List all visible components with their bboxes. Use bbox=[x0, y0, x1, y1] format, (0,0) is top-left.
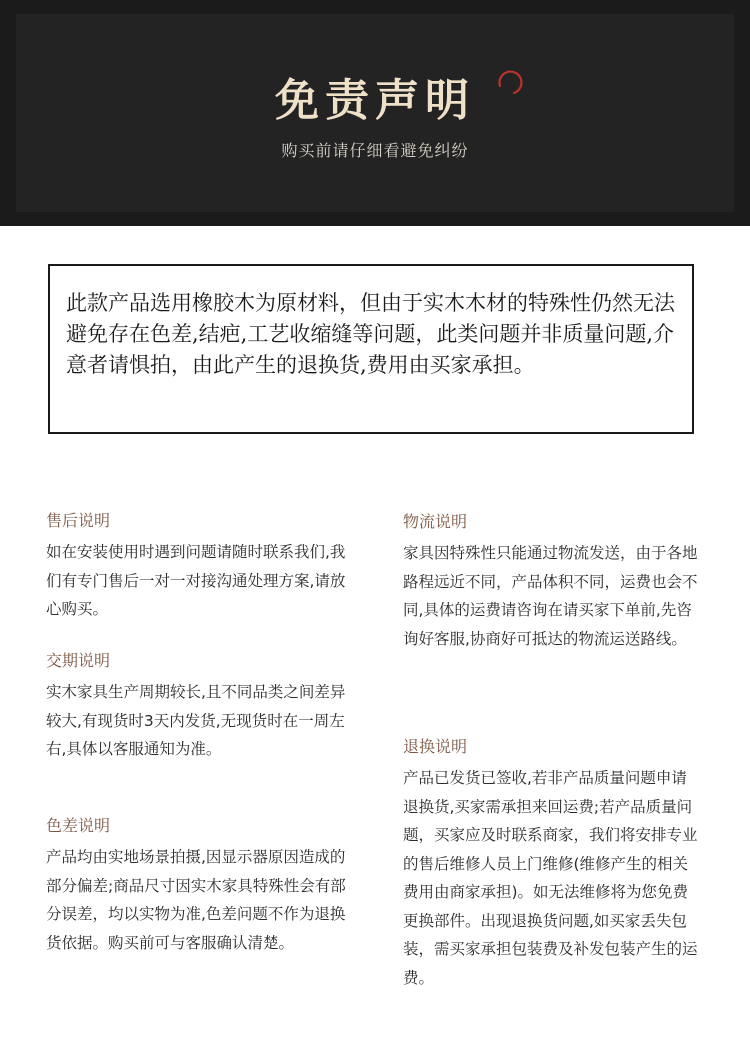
header-banner bbox=[0, 0, 750, 226]
disclaimer-box bbox=[48, 264, 694, 434]
logistics-section bbox=[403, 511, 701, 653]
returns-text: 产品已发货已签收,若非产品质量问题申请退换货,买家需承担来回运费;若产品质量问题，买家应及时联系商家，我们将安排专业的售后维修人员上门维修(维修产生的相关费用由商家承担)。如无法维修将为您免费更换部件。出现退换货问题,如买家丢失包装，需买家承担包装费及补发包装产生的运费。 bbox=[403, 769, 698, 987]
page-title: 免责声明 bbox=[275, 75, 475, 126]
returns-section bbox=[403, 736, 701, 992]
color-difference-text: 产品均由实地场景拍摄,因显示器原因造成的部分偏差;商品尺寸因实木家具特殊性会有部分误差，均以实物为准,色差问题不作为退换货依据。购买前可与客服确认清楚。 bbox=[46, 848, 346, 952]
delivery-text: 实木家具生产周期较长,且不同品类之间差异较大,有现货时3天内发货,无现货时在一周左右,具体以客服通知为准。 bbox=[46, 683, 346, 758]
logistics-text: 家具因特殊性只能通过物流发送，由于各地路程远近不同，产品体积不同，运费也会不同,具体的运费请咨询在请买家下单前,先咨询好客服,协商好可抵达的物流运送路线。 bbox=[403, 544, 698, 648]
after-sales-title: 售后说明 bbox=[46, 511, 111, 530]
after-sales-section bbox=[46, 510, 346, 624]
disclaimer-text: 此款产品选用橡胶木为原材料，但由于实木木材的特殊性仍然无法避免存在色差,结疤,工艺收缩缝等问题，此类问题并非质量问题,介意者请惧拍，由此产生的退换货,费用由买家承担。 bbox=[66, 291, 675, 377]
delivery-title: 交期说明 bbox=[46, 651, 111, 670]
returns-title: 退换说明 bbox=[403, 737, 468, 756]
after-sales-text: 如在安装使用时遇到问题请随时联系我们,我们有专门售后一对一对接沟通处理方案,请放心购买。 bbox=[46, 543, 346, 618]
red-circle-decoration-icon bbox=[494, 66, 526, 98]
color-difference-title: 色差说明 bbox=[46, 816, 111, 835]
color-difference-section bbox=[46, 815, 346, 957]
page-subtitle: 购买前请仔细看避免纠纷 bbox=[281, 141, 469, 160]
logistics-title: 物流说明 bbox=[403, 512, 468, 531]
delivery-section bbox=[46, 650, 346, 764]
